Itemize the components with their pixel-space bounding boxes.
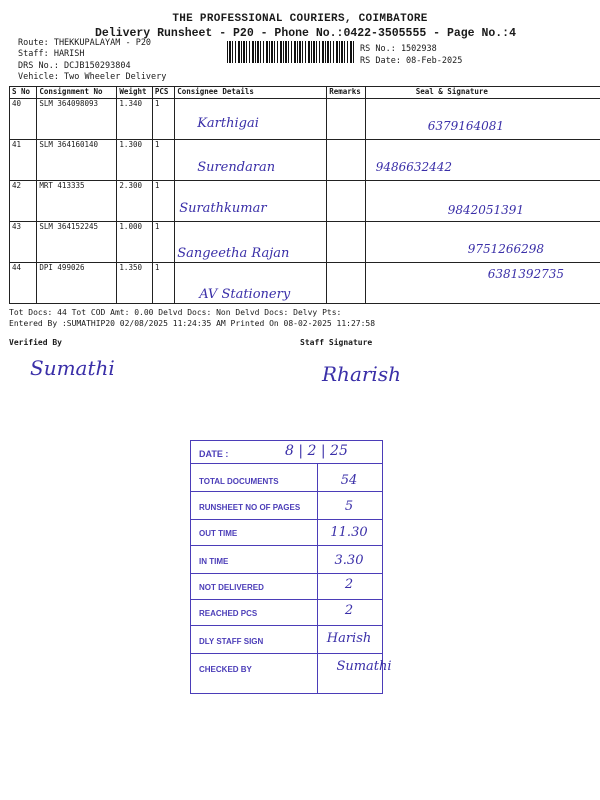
route-text: Route: THEKKUPALAYAM - P20 xyxy=(18,38,152,48)
checklist-stamp xyxy=(190,440,392,694)
cell-weight: 1.000 xyxy=(117,222,152,263)
consignee-handwriting: AV Stationery xyxy=(199,287,291,302)
stamp-label-total-docs: TOTAL DOCUMENTS xyxy=(199,477,279,486)
consignee-handwriting: Surendaran xyxy=(197,160,276,175)
cell-seal xyxy=(365,181,600,222)
seal-handwriting: 9751266298 xyxy=(467,242,545,256)
cell-pcs: 1 xyxy=(152,99,174,140)
staff-text: Staff: HARISH xyxy=(18,49,85,59)
stamp-label-out-time: OUT TIME xyxy=(199,529,238,538)
stamp-date-label: DATE : xyxy=(199,449,229,459)
cell-sno: 44 xyxy=(10,263,37,304)
header-seal: Seal & Signature xyxy=(365,87,600,99)
stamp-value-in-time: 3.30 xyxy=(334,553,364,568)
stamp-row-line xyxy=(191,625,382,626)
stamp-value-checked-by: Sumathi xyxy=(336,659,392,674)
seal-handwriting: 9842051391 xyxy=(447,203,525,217)
cell-remarks xyxy=(327,99,366,140)
cell-sno: 43 xyxy=(10,222,37,263)
stamp-row-line xyxy=(191,545,382,546)
consignee-handwriting: Sangeetha Rajan xyxy=(177,246,290,261)
runsheet-title: Delivery Runsheet - P20 - Phone No.:0422-3505555 - Page No.:4 xyxy=(95,27,516,40)
header-consignee: Consignee Details xyxy=(175,87,327,99)
stamp-value-pages: 5 xyxy=(344,499,354,514)
cell-sno: 40 xyxy=(10,99,37,140)
stamp-label-pages: RUNSHEET NO OF PAGES xyxy=(199,503,301,512)
cell-pcs: 1 xyxy=(152,263,174,304)
table-row xyxy=(10,181,600,222)
cell-consignment: DPI 499026 xyxy=(37,263,117,304)
verified-signature: Sumathi xyxy=(30,356,115,380)
drs-text: DRS No.: DCJB150293804 xyxy=(18,61,131,71)
cell-consignment: MRT 413335 xyxy=(37,181,117,222)
cell-pcs: 1 xyxy=(152,222,174,263)
cell-remarks xyxy=(327,181,366,222)
cell-sno: 41 xyxy=(10,140,37,181)
cell-consignee xyxy=(175,140,327,181)
staff-signature: Rharish xyxy=(322,362,401,386)
consignee-handwriting: Karthigai xyxy=(197,116,259,131)
cell-remarks xyxy=(327,263,366,304)
stamp-value-reached-pcs: 2 xyxy=(344,603,354,618)
stamp-date-value: 8 | 2 | 25 xyxy=(285,443,348,459)
stamp-label-staff-sign: DLY STAFF SIGN xyxy=(199,637,264,646)
cell-remarks xyxy=(327,222,366,263)
vehicle-text: Vehicle: Two Wheeler Delivery xyxy=(18,72,167,82)
stamp-row-line xyxy=(191,599,382,600)
stamp-label-not-delivered: NOT DELIVERED xyxy=(199,583,264,592)
stamp-row-line xyxy=(191,573,382,574)
cell-consignee xyxy=(175,99,327,140)
table-row xyxy=(10,263,600,304)
cell-seal xyxy=(365,263,600,304)
rs-date-text: RS Date: 08-Feb-2025 xyxy=(360,56,463,66)
header-pcs: PCS xyxy=(152,87,174,99)
seal-handwriting: 6379164081 xyxy=(427,119,505,133)
cell-pcs: 1 xyxy=(152,140,174,181)
stamp-label-in-time: IN TIME xyxy=(199,557,229,566)
cell-weight: 1.350 xyxy=(117,263,152,304)
stamp-row-line xyxy=(191,519,382,520)
cell-weight: 1.300 xyxy=(117,140,152,181)
seal-handwriting: 6381392735 xyxy=(487,267,565,281)
table-row xyxy=(10,222,600,263)
seal-handwriting: 9486632442 xyxy=(375,160,453,174)
totals-line: Tot Docs: 44 Tot COD Amt: 0.00 Delvd Docs: Non Delvd Docs: Delvy Pts: xyxy=(9,308,342,317)
stamp-label-checked-by: CHECKED BY xyxy=(199,665,252,674)
verified-by-label: Verified By xyxy=(9,338,62,347)
consignee-handwriting: Surathkumar xyxy=(179,201,267,216)
cell-seal xyxy=(365,140,600,181)
stamp-row-line xyxy=(191,491,382,492)
header-weight: Weight xyxy=(117,87,152,99)
stamp-row-line xyxy=(191,653,382,654)
cell-seal xyxy=(365,222,600,263)
cell-consignee xyxy=(175,181,327,222)
stamp-value-total-docs: 54 xyxy=(340,473,358,488)
cell-consignment: SLM 364098093 xyxy=(37,99,117,140)
staff-signature-label: Staff Signature xyxy=(300,338,373,347)
table-row xyxy=(10,99,600,140)
cell-consignee xyxy=(175,222,327,263)
stamp-label-reached-pcs: REACHED PCS xyxy=(199,609,258,618)
stamp-divider xyxy=(317,463,318,693)
header-remarks: Remarks xyxy=(327,87,366,99)
cell-weight: 2.300 xyxy=(117,181,152,222)
header-sno: S No xyxy=(10,87,37,99)
stamp-value-not-delivered: 2 xyxy=(344,577,354,592)
cell-consignment: SLM 364152245 xyxy=(37,222,117,263)
header-consignment: Consignment No xyxy=(37,87,117,99)
cell-sno: 42 xyxy=(10,181,37,222)
runsheet-table xyxy=(9,86,600,304)
entered-by-line: Entered By :SUMATHIP20 02/08/2025 11:24:35 AM Printed On 08-02-2025 11:27:58 xyxy=(9,319,376,328)
cell-weight: 1.340 xyxy=(117,99,152,140)
stamp-value-out-time: 11.30 xyxy=(330,525,368,540)
rs-no-text: RS No.: 1502938 xyxy=(360,44,437,54)
cell-pcs: 1 xyxy=(152,181,174,222)
cell-remarks xyxy=(327,140,366,181)
table-row xyxy=(10,140,600,181)
cell-consignment: SLM 364160140 xyxy=(37,140,117,181)
barcode-image xyxy=(227,41,354,63)
table-header-row xyxy=(10,87,600,99)
cell-seal xyxy=(365,99,600,140)
cell-consignee xyxy=(175,263,327,304)
company-name: THE PROFESSIONAL COURIERS, COIMBATORE xyxy=(172,13,428,25)
stamp-row-line xyxy=(191,463,382,464)
stamp-value-staff-sign: Harish xyxy=(326,631,372,646)
